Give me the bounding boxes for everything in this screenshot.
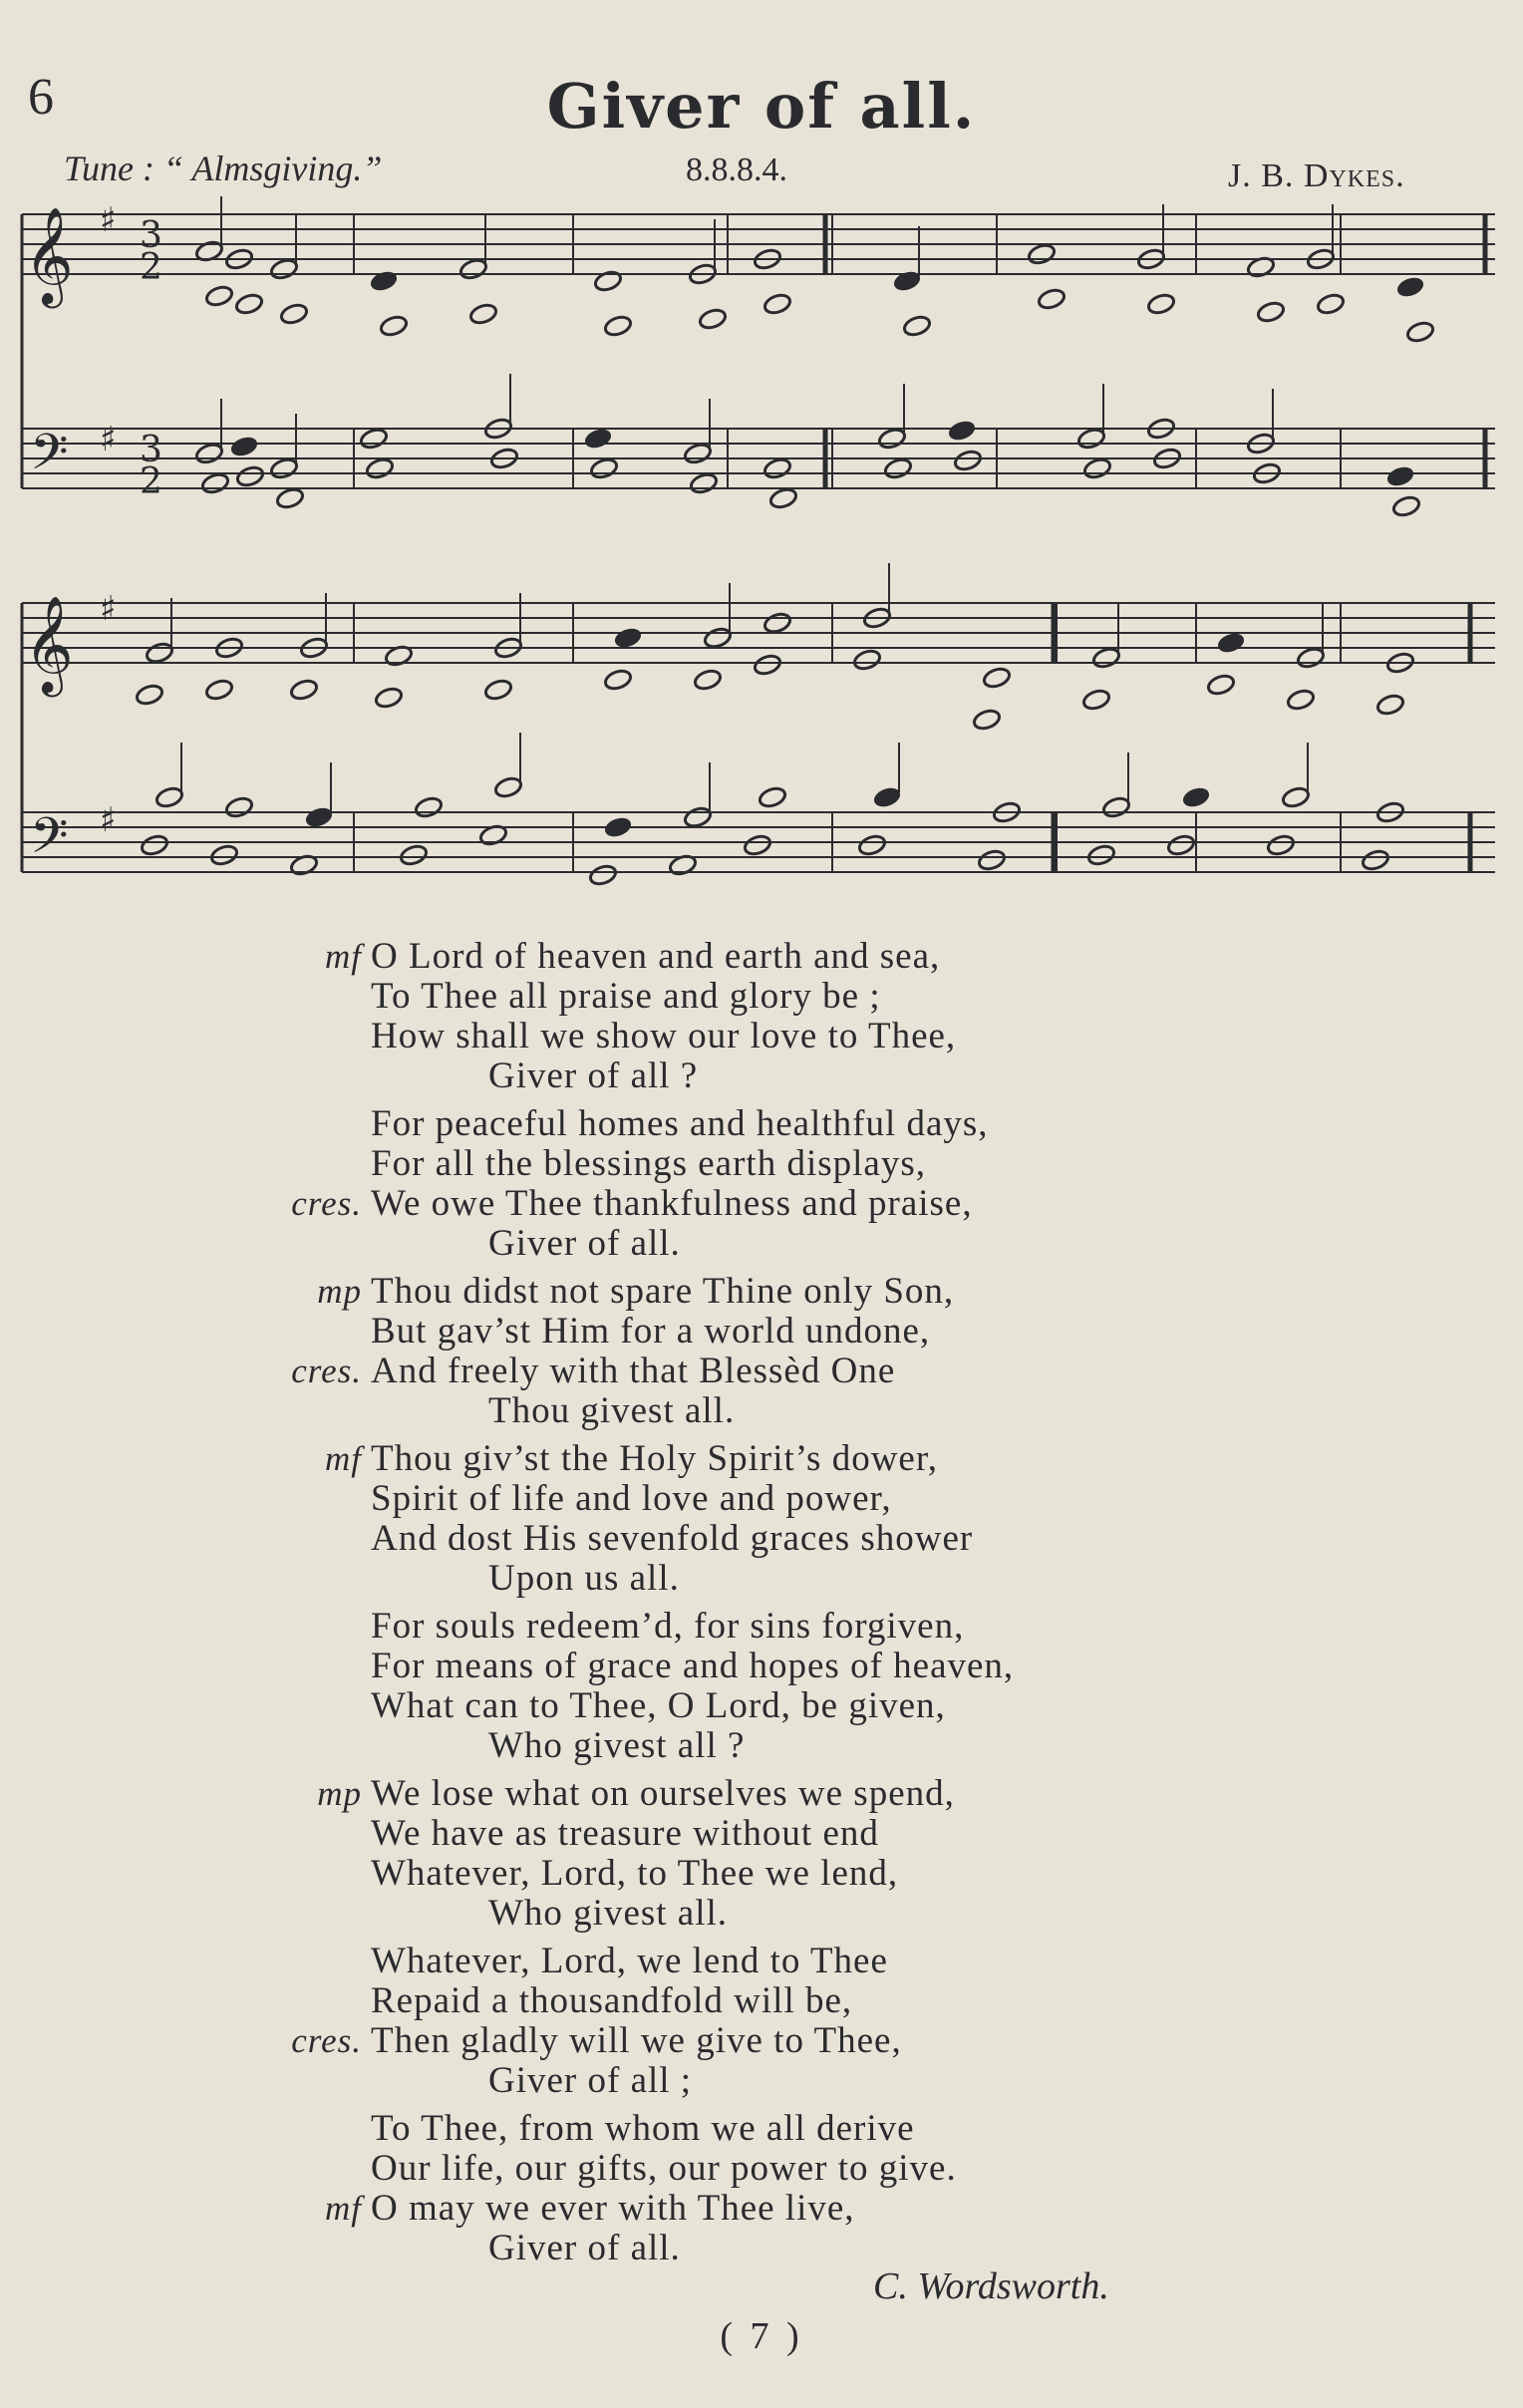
verse-line [0, 1017, 1523, 1056]
tune-label: Tune : “ Almsgiving.” [64, 149, 383, 188]
note-head [762, 611, 792, 635]
note-head [603, 668, 633, 692]
note-head [1316, 292, 1346, 316]
note-head [1086, 843, 1116, 867]
note-head [1266, 833, 1296, 857]
verse-text: To Thee all praise and glory be ; [371, 976, 881, 1017]
time-signature: 2 [140, 461, 162, 502]
verse-line [0, 1607, 1523, 1647]
note-head [603, 314, 633, 338]
verse-text: Who givest all. [488, 1893, 729, 1934]
dynamic-marking: mp [317, 1774, 362, 1813]
note-head [1037, 287, 1066, 311]
stanza [0, 937, 1523, 1096]
verse-block [0, 937, 1523, 2276]
note-head [1082, 456, 1112, 480]
note-head [683, 442, 713, 465]
note-head [902, 314, 932, 338]
stanza [0, 1104, 1523, 1264]
sharp-icon: ♯ [100, 589, 117, 629]
note-head [369, 269, 399, 293]
note-head [399, 843, 429, 867]
verse-line [0, 1104, 1523, 1144]
time-signature: 3 [140, 430, 162, 470]
note-head [204, 678, 234, 702]
verse-text: Giver of all. [488, 2228, 681, 2268]
treble-clef-icon: 𝄞 [24, 595, 74, 693]
page-number: 6 [28, 69, 54, 126]
verse-line [0, 1814, 1523, 1854]
verse-line [0, 1272, 1523, 1312]
note-head [1286, 688, 1316, 712]
note-head [414, 795, 444, 819]
verse-text: To Thee, from whom we all derive [371, 2108, 915, 2149]
stanza [0, 1272, 1523, 1431]
note-head [589, 456, 619, 480]
note-head [982, 666, 1012, 690]
note-head [468, 302, 498, 326]
music-score [0, 0, 1523, 937]
dynamic-marking: mf [325, 937, 362, 976]
stanza [0, 1439, 1523, 1599]
note-head [224, 795, 254, 819]
verse-text: O may we ever with Thee live, [371, 2188, 855, 2229]
note-head [269, 257, 299, 281]
note-head [269, 456, 299, 480]
note-head [279, 302, 309, 326]
verse-line [0, 1312, 1523, 1352]
note-head [588, 863, 618, 887]
meter-label: 8.8.8.4. [686, 151, 787, 188]
stanza [0, 1607, 1523, 1766]
note-head [1081, 688, 1111, 712]
bass-clef-icon: 𝄢 [30, 807, 69, 877]
note-head [1405, 320, 1435, 344]
verse-line [0, 1391, 1523, 1431]
dynamic-marking: cres. [291, 1184, 362, 1223]
note-head [194, 442, 224, 465]
note-head [583, 427, 613, 451]
note-head [493, 775, 523, 799]
note-head [1385, 464, 1415, 488]
verse-text: Giver of all ? [488, 1055, 699, 1096]
note-head [762, 292, 792, 316]
note-head [229, 435, 259, 458]
note-head [1146, 292, 1176, 316]
note-head [200, 471, 230, 495]
note-head [235, 464, 265, 488]
note-head [689, 471, 719, 495]
verse-line [0, 2109, 1523, 2149]
verse-line [0, 2149, 1523, 2189]
note-head [1027, 242, 1057, 266]
verse-text: Who givest all ? [488, 1725, 746, 1766]
verse-text: Upon us all. [488, 1558, 680, 1599]
verse-line [0, 1144, 1523, 1184]
note-head [204, 284, 234, 308]
verse-text: For all the blessings earth displays, [371, 1143, 926, 1184]
verse-line [0, 1439, 1523, 1479]
dynamic-marking: cres. [291, 1352, 362, 1390]
note-head [768, 486, 798, 510]
note-head [743, 833, 772, 857]
sharp-icon: ♯ [100, 800, 117, 840]
time-signature: 3 [140, 215, 162, 256]
note-head [872, 785, 902, 809]
verse-text: Our life, our gifts, our power to give. [371, 2148, 957, 2189]
verse-text: Whatever, Lord, we lend to Thee [371, 1941, 888, 1981]
verse-line [0, 1942, 1523, 1981]
verse-line [0, 1559, 1523, 1599]
note-head [1181, 785, 1211, 809]
note-head [1101, 795, 1131, 819]
verse-line [0, 2021, 1523, 2061]
verse-text: And freely with that Blessèd One [371, 1351, 896, 1391]
sharp-icon: ♯ [100, 200, 117, 240]
dynamic-marking: mp [317, 1272, 362, 1311]
verse-line [0, 1854, 1523, 1894]
note-head [1395, 275, 1425, 299]
verse-line [0, 1479, 1523, 1519]
note-head [977, 848, 1007, 872]
verse-text: How shall we show our love to Thee, [371, 1016, 957, 1056]
verse-line [0, 1056, 1523, 1096]
note-head [758, 785, 787, 809]
note-head [304, 805, 334, 829]
sharp-icon: ♯ [100, 420, 117, 459]
verse-line [0, 1774, 1523, 1814]
verse-line [0, 2229, 1523, 2268]
verse-line [0, 2189, 1523, 2229]
footer-page-number: ( 7 ) [720, 2315, 803, 2357]
verse-line [0, 1224, 1523, 1264]
note-head [852, 648, 882, 672]
verse-line [0, 1184, 1523, 1224]
dynamic-marking: mf [325, 2189, 362, 2228]
verse-text: For souls redeem’d, for sins forgiven, [371, 1606, 965, 1647]
note-head [753, 653, 782, 677]
verse-text: Whatever, Lord, to Thee we lend, [371, 1853, 899, 1894]
note-head [693, 668, 723, 692]
note-head [275, 486, 305, 510]
note-head [892, 269, 922, 293]
verse-text: Spirit of life and love and power, [371, 1478, 892, 1519]
verse-text: Thou givest all. [488, 1390, 736, 1431]
time-signature: 2 [140, 247, 162, 288]
note-head [953, 449, 983, 472]
author-credit: C. Wordsworth. [873, 2265, 1109, 2307]
verse-text: We have as treasure without end [371, 1813, 879, 1854]
stanza [0, 1942, 1523, 2101]
note-head [1391, 494, 1421, 518]
verse-line [0, 1894, 1523, 1934]
note-head [1375, 693, 1405, 717]
verse-text: But gav’st Him for a world undone, [371, 1311, 931, 1352]
note-head [379, 314, 409, 338]
dynamic-marking: cres. [291, 2021, 362, 2060]
note-head [1281, 785, 1311, 809]
verse-text: We owe Thee thankfulness and praise, [371, 1183, 973, 1224]
note-head [483, 678, 513, 702]
verse-line [0, 1647, 1523, 1686]
note-head [1091, 646, 1121, 670]
verse-text: Thou giv’st the Holy Spirit’s dower, [371, 1438, 938, 1479]
verse-line [0, 977, 1523, 1017]
note-head [234, 292, 264, 316]
note-head [947, 419, 977, 443]
note-head [883, 456, 913, 480]
note-head [703, 626, 733, 650]
verse-text: For means of grace and hopes of heaven, [371, 1646, 1015, 1686]
hymn-title: Giver of all. [546, 70, 977, 143]
verse-text: And dost His sevenfold graces shower [371, 1518, 974, 1559]
note-head [154, 785, 184, 809]
note-head [613, 626, 643, 650]
verse-line [0, 1352, 1523, 1391]
note-head [1076, 427, 1106, 451]
verse-text: What can to Thee, O Lord, be given, [371, 1685, 946, 1726]
note-head [1256, 300, 1286, 324]
composer-label: J. B. Dykes. [1228, 157, 1405, 194]
treble-clef-icon: 𝄞 [24, 206, 74, 304]
note-head [1206, 673, 1236, 697]
note-head [140, 833, 169, 857]
verse-text: For peaceful homes and healthful days, [371, 1103, 989, 1144]
note-head [209, 843, 239, 867]
verse-text: Then gladly will we give to Thee, [371, 2020, 902, 2061]
note-head [1166, 833, 1196, 857]
verse-line [0, 1686, 1523, 1726]
note-head [1216, 631, 1246, 655]
note-head [1296, 646, 1326, 670]
verse-line [0, 1519, 1523, 1559]
note-head [145, 641, 174, 665]
note-head [359, 427, 389, 451]
note-head [603, 815, 633, 839]
note-head [289, 678, 319, 702]
note-head [683, 805, 713, 829]
verse-text: We lose what on ourselves we spend, [371, 1773, 955, 1814]
verse-line [0, 1981, 1523, 2021]
verse-text: Repaid a thousandfold will be, [371, 1980, 853, 2021]
bass-clef-icon: 𝄢 [30, 424, 69, 493]
stanza [0, 1774, 1523, 1934]
note-head [762, 456, 792, 480]
verse-text: Giver of all ; [488, 2060, 693, 2101]
verse-line [0, 2061, 1523, 2101]
note-head [458, 257, 488, 281]
note-head [135, 683, 164, 707]
note-head [365, 456, 395, 480]
verse-text: O Lord of heaven and earth and sea, [371, 936, 941, 977]
note-head [877, 427, 907, 451]
verse-text: Giver of all. [488, 1223, 681, 1264]
note-head [698, 307, 728, 331]
verse-line [0, 937, 1523, 977]
verse-line [0, 1726, 1523, 1766]
verse-text: Thou didst not spare Thine only Son, [371, 1271, 955, 1312]
note-head [374, 686, 404, 710]
stanza [0, 2109, 1523, 2268]
note-head [1361, 848, 1390, 872]
dynamic-marking: mf [325, 1439, 362, 1478]
note-head [972, 708, 1002, 732]
note-head [857, 833, 887, 857]
note-head [593, 269, 623, 293]
